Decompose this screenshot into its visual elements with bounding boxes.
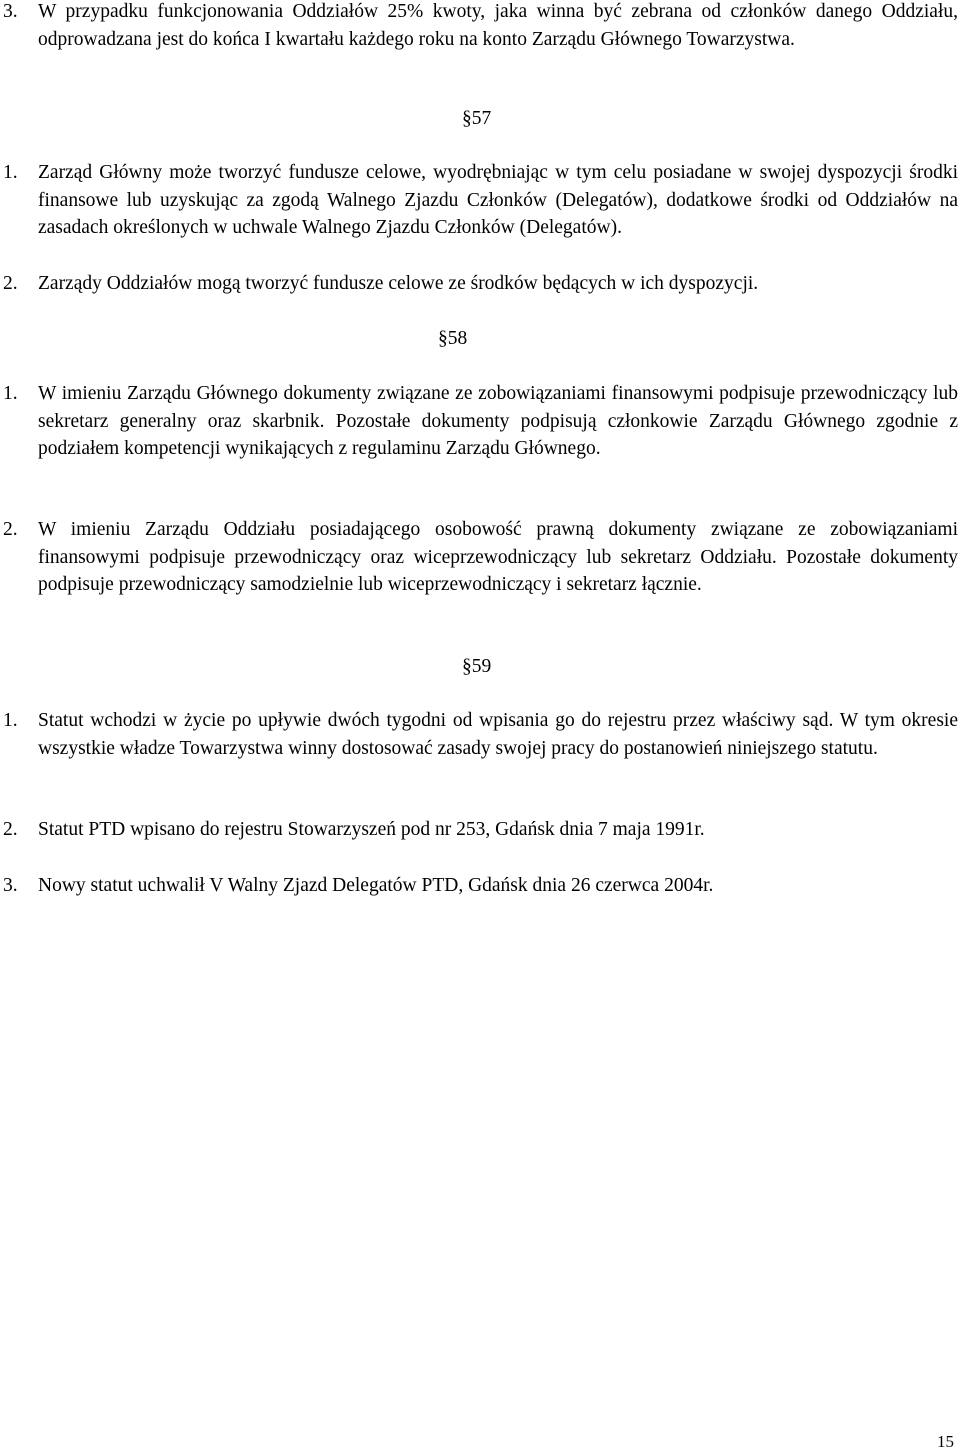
page-number: 15	[937, 1432, 954, 1451]
section-heading-57: §57	[462, 108, 492, 129]
item-text: W imieniu Zarządu Głównego dokumenty związane ze zobowiązaniami finansowymi podpisuje przewodniczący lub sekretarz generalny oraz skarbnik. Pozostałe dokumenty podpisują członkowie Zarządu Głównego zgodnie z podziałem kompetencji wynikających z regulaminu Zarządu Głównego.	[38, 383, 958, 459]
item-text: Statut wchodzi w życie po upływie dwóch tygodni od wpisania go do rejestru przez właściwy sąd. W tym okresie wszystkie władze Towarzystwa winny dostosować zasady swojej pracy do postanowień niniejszego statutu.	[38, 710, 958, 759]
section-57-item-2	[0, 270, 958, 298]
item-text: Statut PTD wpisano do rejestru Stowarzyszeń pod nr 253, Gdańsk dnia 7 maja 1991r.	[38, 819, 705, 840]
section-58-item-1	[0, 380, 958, 463]
item-number: 2.	[3, 519, 18, 540]
section-59-item-1	[0, 707, 958, 762]
section-heading-58: §58	[438, 328, 468, 349]
item-text: W przypadku funkcjonowania Oddziałów 25% kwoty, jaka winna być zebrana od członków danego Oddziału, odprowadzana jest do końca I kwartału każdego roku na konto Zarządu Głównego Towarzystwa.	[38, 1, 958, 50]
item-number: 1.	[3, 383, 18, 404]
item-number: 2.	[3, 819, 18, 840]
section-59-item-2	[0, 816, 958, 844]
item-number: 1.	[3, 710, 18, 731]
item-text: Zarządy Oddziałów mogą tworzyć fundusze celowe ze środków będących w ich dyspozycji.	[38, 273, 759, 294]
item-text: Zarząd Główny może tworzyć fundusze celowe, wyodrębniając w tym celu posiadane w swojej dyspozycji środki finansowe lub uzyskując za zgodą Walnego Zjazdu Członków (Delegatów), dodatkowe środki od Oddziałów na zasadach określonych w uchwale Walnego Zjazdu Członków (Delegatów).	[38, 162, 958, 238]
item-text: W imieniu Zarządu Oddziału posiadającego osobowość prawną dokumenty związane ze zobowiązaniami finansowymi podpisuje przewodniczący oraz wiceprzewodniczący lub sekretarz Oddziału. Pozostałe dokumenty podpisuje przewodniczący samodzielnie lub wiceprzewodniczący i sekretarz łącznie.	[38, 519, 958, 595]
item-number: 3.	[3, 875, 18, 896]
section-58-item-2	[0, 516, 958, 599]
section-59-item-3	[0, 872, 958, 900]
item-number: 3.	[3, 1, 18, 22]
item-number: 1.	[3, 162, 18, 183]
paragraph-top-3	[0, 0, 958, 53]
section-heading-59: §59	[462, 656, 492, 677]
item-text: Nowy statut uchwalił V Walny Zjazd Delegatów PTD, Gdańsk dnia 26 czerwca 2004r.	[38, 875, 714, 896]
section-57-item-1	[0, 159, 958, 242]
item-number: 2.	[3, 273, 18, 294]
